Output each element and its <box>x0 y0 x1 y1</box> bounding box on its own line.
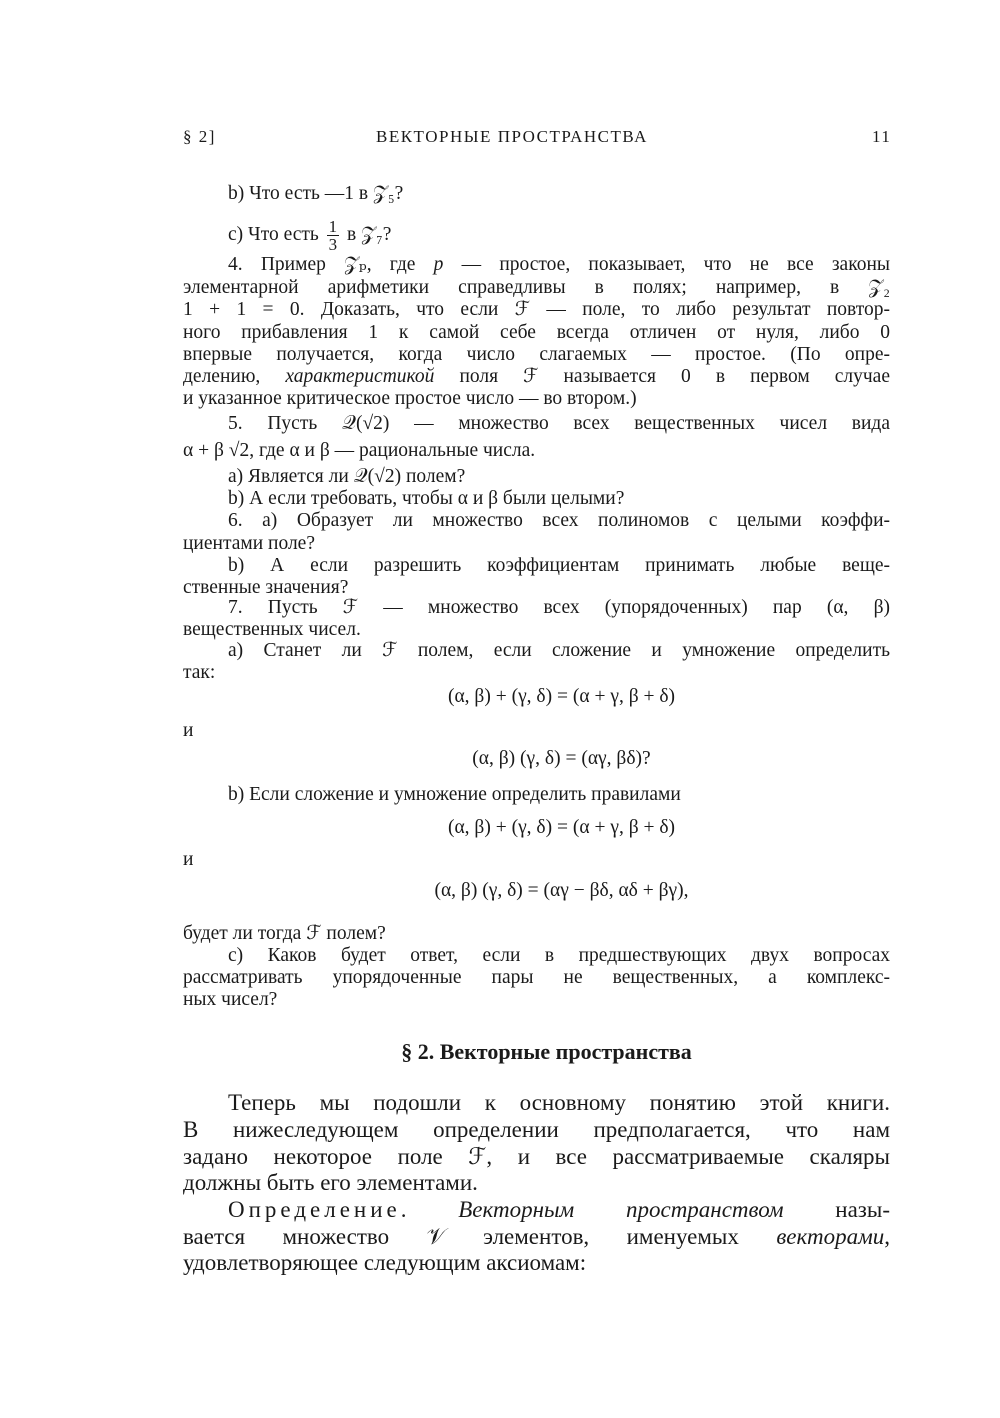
text-segment: (α, β) (γ, δ) = (αγ − βδ, αδ + βγ), <box>434 880 689 901</box>
page-number: 11 <box>872 127 892 146</box>
fraction <box>327 218 340 253</box>
text-segment: . <box>400 1197 459 1222</box>
text-segment: циентами поле? <box>183 533 315 554</box>
text-segment: c) Каков будет ответ, если в предшествующих двух вопросах <box>228 945 890 966</box>
fraction-numerator: 1 <box>328 217 338 236</box>
text-segment: назы- <box>783 1197 890 1222</box>
fraction-denominator: 3 <box>328 235 338 254</box>
emphasized-term: Векторным пространством <box>458 1197 784 1222</box>
text-line <box>228 945 890 967</box>
emphasized-term: p <box>433 254 444 275</box>
text-line <box>183 299 890 321</box>
text-segment: ного прибавления 1 к самой себе всегда отличен от нуля, либо 0 <box>183 322 890 343</box>
text-line <box>228 1090 890 1116</box>
spaced-term: Определение <box>228 1197 401 1222</box>
text-segment: удовлетворяющее следующим аксиомам: <box>183 1250 587 1275</box>
text-line <box>183 440 535 462</box>
text-segment: поля ℱ называется 0 в первом случае <box>434 366 890 387</box>
text-line <box>183 720 193 742</box>
text-segment: будет ли тогда ℱ полем? <box>183 923 386 944</box>
text-line <box>228 597 890 619</box>
text-segment: 1 + 1 = 0. Доказать, что если ℱ — поле, то либо результат повтор- <box>183 299 890 320</box>
text-segment: и <box>183 849 194 870</box>
text-segment: a) Является ли 𝒬(√2) полем? <box>228 466 466 487</box>
text-line <box>183 1117 890 1143</box>
text-line <box>183 1144 890 1170</box>
text-line <box>183 322 890 344</box>
text-segment: элементарной арифметики справедливы в полях; например, в 𝒵₂ <box>183 277 890 298</box>
text-line <box>183 277 890 299</box>
text-segment: c) Что есть <box>228 223 324 245</box>
text-line <box>183 923 386 945</box>
text-line <box>228 488 624 510</box>
text-line <box>228 413 890 435</box>
formula <box>183 880 940 902</box>
text-segment: В нижеследующем определении предполагается, что нам <box>183 1117 890 1142</box>
text-segment: b) А если разрешить коэффициентам принимать любые веще- <box>228 555 890 576</box>
text-line <box>183 662 215 684</box>
text-segment: b) Что есть —1 в 𝒵₅? <box>228 183 404 204</box>
text-line <box>183 849 193 871</box>
text-segment: и <box>183 720 194 741</box>
text-segment: делению, <box>183 366 286 387</box>
text-line <box>183 989 277 1011</box>
text-line <box>183 967 890 989</box>
text-segment: ных чисел? <box>183 989 278 1010</box>
section-heading <box>183 1041 910 1063</box>
text-line <box>183 533 315 555</box>
text-line <box>228 510 890 532</box>
header-section: § 2] <box>183 127 216 146</box>
text-line <box>228 466 465 488</box>
text-segment: (α, β) + (γ, δ) = (α + γ, β + δ) <box>447 817 676 838</box>
text-segment: ственные значения? <box>183 577 349 598</box>
text-segment: (α, β) (γ, δ) = (αγ, βδ)? <box>472 748 651 769</box>
text-line <box>228 183 403 205</box>
text-segment: вещественных чисел. <box>183 619 361 640</box>
text-line <box>183 577 348 599</box>
text-segment: 5. Пусть 𝒬(√2) — множество всех вещественных чисел вида <box>228 413 890 434</box>
text-segment: 4. Пример 𝒵ₚ, где <box>228 254 434 275</box>
text-segment: — простое, показывает, что не все законы <box>443 254 890 275</box>
text-segment: b) А если требовать, чтобы α и β были целыми? <box>228 488 625 509</box>
text-segment: Теперь мы подошли к основному понятию этой книги. <box>228 1090 890 1115</box>
text-line <box>228 640 890 662</box>
text-segment: b) Если сложение и умножение определить правилами <box>228 784 681 805</box>
text-segment: впервые получается, когда число слагаемых — простое. (По опре- <box>183 344 890 365</box>
text-segment: (α, β) + (γ, δ) = (α + γ, β + δ) <box>447 686 676 707</box>
text-segment: 6. a) Образует ли множество всех полиномов с целыми коэффи- <box>228 510 890 531</box>
formula <box>183 817 940 839</box>
formula <box>183 748 940 770</box>
text-line <box>183 1250 586 1276</box>
text-line <box>228 1197 890 1223</box>
text-line <box>228 254 890 276</box>
text-line <box>228 555 890 577</box>
text-line <box>183 619 361 641</box>
text-segment: a) Станет ли ℱ полем, если сложение и умножение определить <box>228 640 890 661</box>
text-segment: § 2. Векторные пространства <box>401 1039 692 1064</box>
text-line <box>183 1170 478 1196</box>
text-segment: должны быть его элементами. <box>183 1170 478 1195</box>
text-segment: , <box>884 1224 890 1249</box>
emphasized-term: векторами <box>776 1224 885 1249</box>
text-segment: в 𝒵₇? <box>342 223 392 245</box>
text-line <box>183 366 890 388</box>
text-segment: вается множество 𝒱 элементов, именуемых <box>183 1224 777 1249</box>
emphasized-term: характеристикой <box>285 366 435 387</box>
text-segment: задано некоторое поле ℱ, и все рассматриваемые скаляры <box>183 1144 890 1169</box>
text-segment: α + β √2, где α и β — рациональные числа. <box>183 440 536 461</box>
text-segment: 7. Пусть ℱ — множество всех (упорядоченных) пар (α, β) <box>228 597 890 618</box>
text-segment: так: <box>183 662 216 683</box>
text-line <box>183 1224 890 1250</box>
formula <box>183 686 940 708</box>
text-line <box>228 217 392 254</box>
text-segment: и указанное критическое простое число — во втором.) <box>183 388 637 409</box>
text-line <box>228 784 681 806</box>
text-segment: рассматривать упорядоченные пары не вещественных, а комплекс- <box>183 967 890 988</box>
header-title: ВЕКТОРНЫЕ ПРОСТРАНСТВА <box>376 127 648 146</box>
text-line <box>183 344 890 366</box>
text-line <box>183 388 637 410</box>
